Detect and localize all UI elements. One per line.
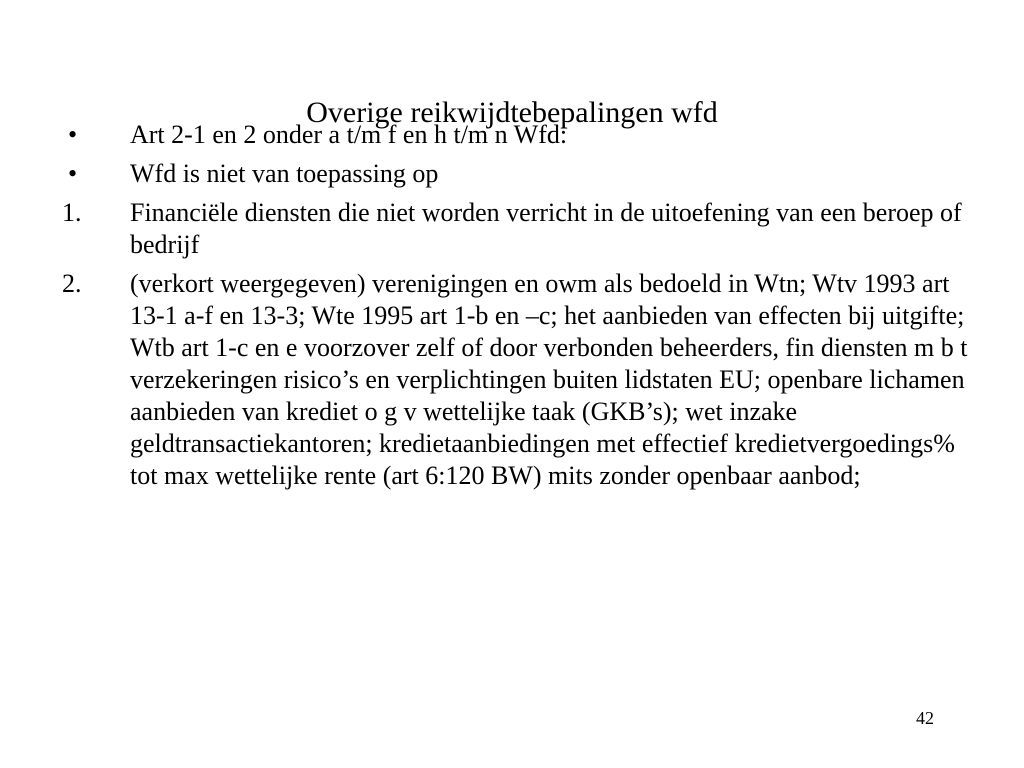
list-item-bullet-1 (62, 119, 972, 151)
list-item-numbered-2 (62, 268, 972, 492)
bullet-marker: • (68, 120, 78, 149)
bullet-marker: • (68, 159, 78, 188)
slide-title: Overige reikwijdtebepalingen wfd (306, 96, 718, 129)
list-item-bullet-2 (62, 158, 972, 190)
number-marker: 2. (62, 269, 82, 298)
slide-content (62, 119, 972, 499)
page-number: 42 (916, 708, 934, 728)
number-marker: 1. (62, 198, 82, 227)
list-item-text: Art 2-1 en 2 onder a t/m f en h t/m n Wfd: (130, 120, 568, 149)
list-item-text: Financiële diensten die niet worden verricht in de uitoefening van een beroep of bedrijf (130, 198, 962, 259)
list-item-numbered-1 (62, 197, 972, 261)
list-item-text: (verkort weergegeven) verenigingen en owm als bedoeld in Wtn; Wtv 1993 art 13-1 a-f en 13-3; Wte 1995 art 1-b en –c; het aanbieden van effecten bij uitgifte; Wtb art 1-c en e voorzover zelf of door verbonden beheerders, fin diensten m b t verzekeringen risico’s en verplichtingen buiten lidstaten EU; openbare lichamen aanbieden van krediet o g v wettelijke taak (GKB’s); wet inzake geldtransactiekantoren; kredietaanbiedingen met effectief kredietvergoedings% tot max wettelijke rente (art 6:120 BW) mits zonder openbaar aanbod; (130, 269, 968, 490)
list-item-text: Wfd is niet van toepassing op (130, 159, 439, 188)
